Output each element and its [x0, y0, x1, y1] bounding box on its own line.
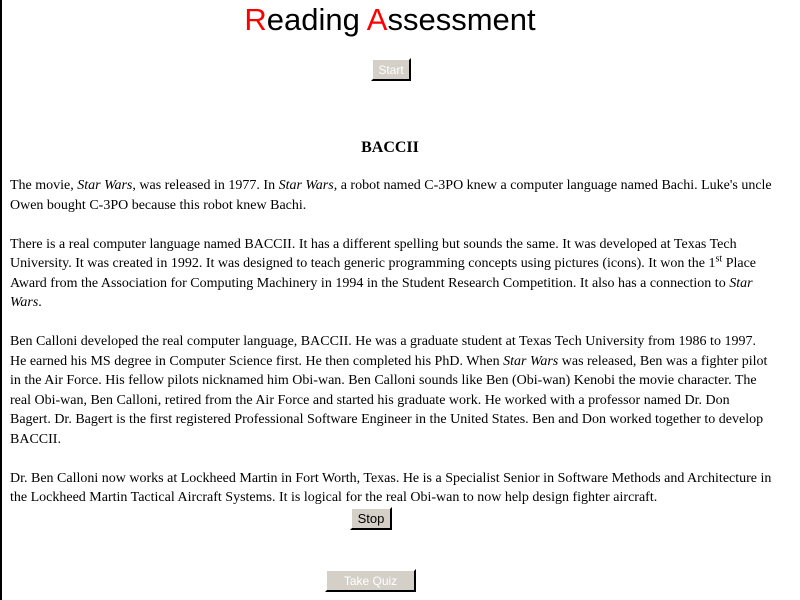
start-button[interactable] [371, 58, 411, 81]
p2-text-d: . [38, 295, 42, 310]
p2-superscript: st [715, 253, 723, 265]
passage-paragraph-3 [10, 332, 772, 449]
take-quiz-button[interactable] [325, 569, 416, 592]
passage-text [10, 176, 772, 527]
window-left-border [0, 0, 2, 600]
title-word-1: eading [266, 2, 367, 37]
p3-movie-title: Star Wars [503, 353, 559, 369]
passage-paragraph-1 [10, 176, 772, 215]
title-initial-a: A [366, 2, 388, 37]
title-initial-r: R [244, 2, 267, 37]
p2-text-b: Place Award from the Association for Computing Machinery in 1994 in the Student Research Competition. It also has a connection to [10, 256, 757, 291]
passage-paragraph-2 [10, 235, 772, 313]
p2-movie-title: Star Wars [10, 275, 753, 310]
p2-text-a: There is a real computer language named BACCII. It has a different spelling but sounds the same. It was developed at Texas Tech University. It was created in 1992. It was designed to teach generic programming concepts using pictures (icons). It won the 1 [10, 236, 737, 271]
p3-text-a: Ben Calloni developed the real computer language, BACCII. He was a graduate student at Texas Tech University from 1986 to 1997. He earned his MS degree in Computer Science first. He then completed his PhD. When [10, 334, 756, 369]
passage-paragraph-4: Dr. Ben Calloni now works at Lockheed Martin in Fort Worth, Texas. He is a Specialist Senior in Software Methods and Architecture in the Lockheed Martin Tactical Aircraft Systems. It is logical for the real Obi-wan to now help design fighter aircraft. [10, 470, 772, 505]
title-word-2: ssessment [387, 2, 536, 37]
page-title [0, 2, 780, 38]
p1-movie-title: Star Wars [77, 178, 133, 193]
p1-movie-title-2: Star Wars [278, 178, 334, 193]
p1-text-e: , a robot named C-3PO knew a computer language named Bachi. Luke's uncle Owen bought C-3PO because this robot knew Bachi. [10, 178, 772, 213]
stop-button[interactable] [350, 507, 392, 530]
p1-text-a: The movie, [10, 178, 78, 193]
stop-button-label: Stop [357, 510, 385, 526]
passage-title: BACCII [361, 139, 419, 156]
start-button-label: Start [378, 62, 404, 77]
take-quiz-button-label: Take Quiz [343, 573, 398, 588]
p1-text-c: , was released in 1977. In [132, 178, 279, 193]
p3-text-c: was released, Ben was a fighter pilot in the Air Force. His fellow pilots nicknamed him Obi-wan. Ben Calloni sounds like Ben (Obi-wan) Kenobi the movie character. The real Obi-wan, Ben Calloni, retired from the Air Force and started his graduate work. He worked with a professor named Dr. Don Bagert. Dr. Bagert is the first registered Professional Software Engineer in the United States. Ben and Don worked together to develop BACCII. [10, 353, 768, 447]
